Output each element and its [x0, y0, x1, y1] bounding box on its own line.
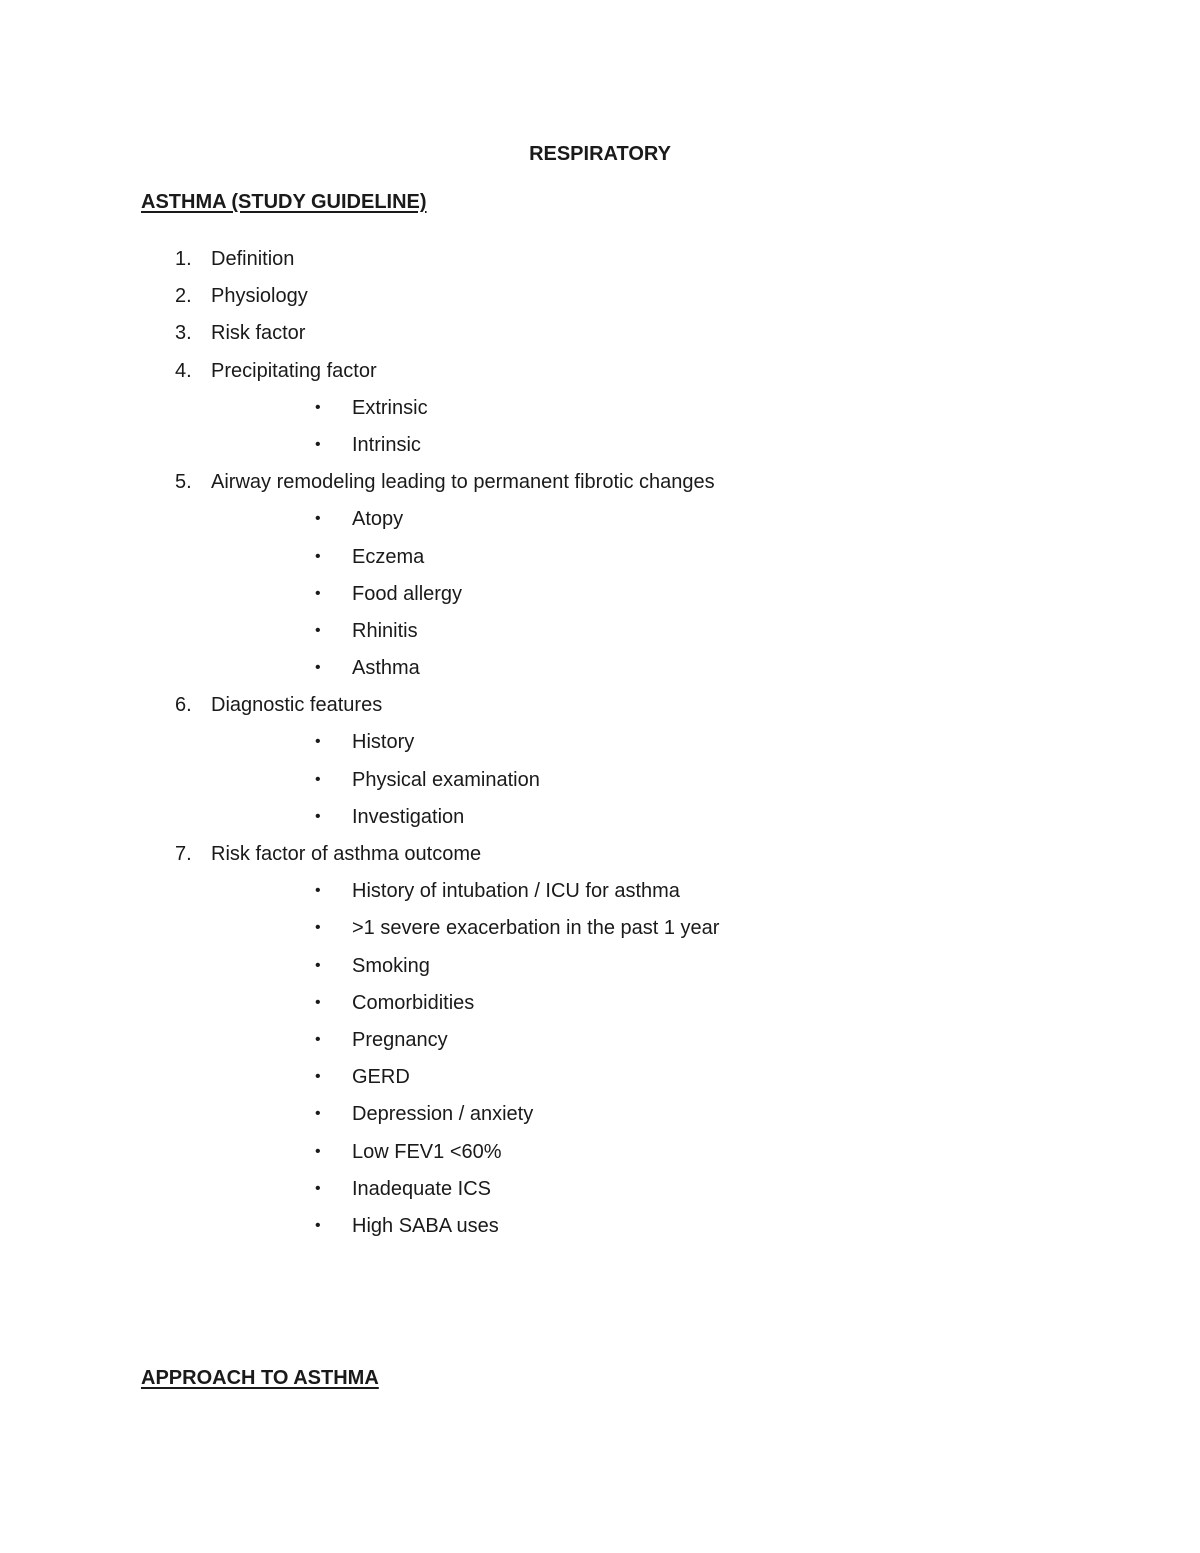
- numbered-item: [0, 358, 1200, 395]
- numbered-item: [0, 692, 1200, 729]
- bullet-icon: •: [315, 1142, 321, 1160]
- bullet-text: Eczema: [352, 545, 425, 568]
- bullet-item: [0, 506, 1200, 543]
- study-guideline-outline: [0, 246, 1200, 1250]
- bullet-item: [0, 655, 1200, 692]
- numbered-item: [0, 246, 1200, 283]
- bullet-item: [0, 878, 1200, 915]
- numbered-item: [0, 320, 1200, 357]
- item-number: 4.: [175, 359, 192, 382]
- bullet-icon: •: [315, 1179, 321, 1197]
- bullet-text: Physical examination: [352, 768, 540, 791]
- item-text: Physiology: [211, 285, 308, 308]
- bullet-text: Low FEV1 <60%: [352, 1140, 502, 1163]
- bullet-icon: •: [315, 1216, 321, 1234]
- bullet-icon: •: [315, 1068, 321, 1086]
- item-number: 6.: [175, 694, 192, 717]
- bullet-text: Asthma: [352, 657, 420, 680]
- bullet-text: Smoking: [352, 954, 430, 977]
- bullet-icon: •: [315, 733, 321, 751]
- item-text: Definition: [211, 248, 295, 270]
- bullet-text: Atopy: [352, 508, 404, 531]
- numbered-item: [0, 283, 1200, 320]
- section-heading-asthma-study-guideline: ASTHMA (STUDY GUIDELINE): [141, 191, 427, 213]
- bullet-text: GERD: [352, 1066, 410, 1089]
- item-text: Precipitating factor: [211, 359, 377, 382]
- bullet-item: [0, 1101, 1200, 1138]
- bullet-item: [0, 1027, 1200, 1064]
- bullet-item: [0, 767, 1200, 804]
- section-heading-approach-to-asthma: APPROACH TO ASTHMA: [141, 1367, 379, 1389]
- item-text: Diagnostic features: [211, 694, 383, 717]
- bullet-item: [0, 953, 1200, 990]
- bullet-text: Food allergy: [352, 582, 463, 605]
- bullet-icon: •: [315, 435, 321, 453]
- bullet-text: Comorbidities: [352, 991, 475, 1014]
- bullet-icon: •: [315, 993, 321, 1011]
- item-number: 5.: [175, 471, 192, 494]
- numbered-item: [0, 841, 1200, 878]
- bullet-text: Pregnancy: [352, 1028, 448, 1051]
- bullet-icon: •: [315, 882, 321, 900]
- bullet-icon: •: [315, 398, 321, 416]
- bullet-item: [0, 804, 1200, 841]
- item-text: Risk factor: [211, 322, 306, 345]
- bullet-text: History of intubation / ICU for asthma: [352, 880, 680, 903]
- item-number: 2.: [175, 285, 192, 308]
- bullet-text: >1 severe exacerbation in the past 1 year: [352, 917, 720, 940]
- bullet-icon: •: [315, 659, 321, 677]
- bullet-item: [0, 618, 1200, 655]
- document-title: RESPIRATORY: [529, 143, 671, 165]
- item-text: Airway remodeling leading to permanent fibrotic changes: [211, 471, 715, 494]
- bullet-icon: •: [315, 621, 321, 639]
- bullet-text: History: [352, 731, 415, 754]
- bullet-icon: •: [315, 547, 321, 565]
- bullet-icon: •: [315, 807, 321, 825]
- bullet-item: [0, 1176, 1200, 1213]
- bullet-item: [0, 1064, 1200, 1101]
- bullet-text: High SABA uses: [352, 1214, 499, 1237]
- bullet-item: [0, 729, 1200, 766]
- bullet-icon: •: [315, 510, 321, 528]
- bullet-item: [0, 581, 1200, 618]
- bullet-text: Investigation: [352, 805, 465, 828]
- bullet-icon: •: [315, 770, 321, 788]
- bullet-icon: •: [315, 584, 321, 602]
- item-number: 7.: [175, 843, 192, 865]
- item-number: 3.: [175, 322, 192, 345]
- bullet-text: Inadequate ICS: [352, 1177, 491, 1200]
- item-number: 1.: [175, 248, 192, 270]
- bullet-text: Intrinsic: [352, 433, 421, 456]
- bullet-item: [0, 990, 1200, 1027]
- bullet-item: [0, 432, 1200, 469]
- numbered-item: [0, 469, 1200, 506]
- bullet-item: [0, 544, 1200, 581]
- bullet-icon: •: [315, 1105, 321, 1123]
- item-text: Risk factor of asthma outcome: [211, 843, 482, 865]
- bullet-icon: •: [315, 1030, 321, 1048]
- bullet-item: [0, 395, 1200, 432]
- bullet-text: Rhinitis: [352, 619, 418, 642]
- bullet-text: Extrinsic: [352, 396, 428, 419]
- bullet-item: [0, 1213, 1200, 1250]
- bullet-item: [0, 1139, 1200, 1176]
- bullet-text: Depression / anxiety: [352, 1103, 534, 1126]
- bullet-item: [0, 915, 1200, 952]
- bullet-icon: •: [315, 919, 321, 937]
- bullet-icon: •: [315, 956, 321, 974]
